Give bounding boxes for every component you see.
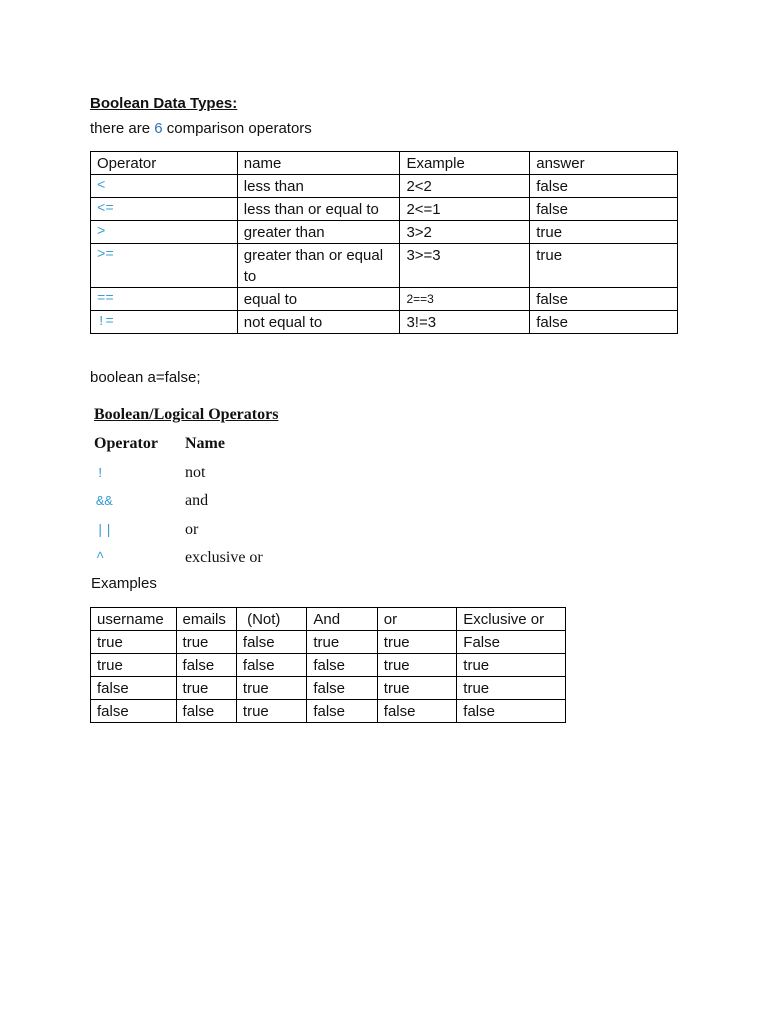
header-cell: Example [400, 152, 530, 175]
table-cell: false [236, 654, 306, 677]
table-cell: true [91, 631, 177, 654]
table-cell: false [307, 700, 377, 723]
example-cell: 3!=3 [400, 311, 530, 334]
logical-header-operator: Operator [94, 435, 158, 452]
table-cell: true [176, 677, 236, 700]
example-cell: 3>=3 [400, 244, 530, 288]
table-cell: true [377, 631, 457, 654]
table-row [91, 198, 678, 221]
name-cell: equal to [237, 288, 400, 311]
table-cell: False [457, 631, 566, 654]
examples-truth-table [90, 607, 566, 723]
table-row [91, 631, 566, 654]
example-cell: 2==3 [400, 288, 530, 311]
header-cell: And [307, 608, 377, 631]
comparison-operators-table [90, 151, 678, 334]
logical-operator-name: not [185, 464, 206, 481]
examples-label: Examples [91, 575, 157, 592]
table-cell: false [457, 700, 566, 723]
operator-cell: < [91, 175, 238, 198]
table-row [91, 654, 566, 677]
name-cell: less than or equal to [237, 198, 400, 221]
section-heading: Boolean Data Types: [90, 95, 238, 112]
operator-cell: <= [91, 198, 238, 221]
header-cell: username [91, 608, 177, 631]
header-cell: emails [176, 608, 236, 631]
table-row [91, 677, 566, 700]
table-cell: true [91, 654, 177, 677]
name-cell: less than [237, 175, 400, 198]
header-cell: Operator [91, 152, 238, 175]
answer-cell: true [530, 221, 678, 244]
answer-cell: true [530, 244, 678, 288]
operator-cell: >= [91, 244, 238, 288]
header-cell: Exclusive or [457, 608, 566, 631]
intro-text [90, 120, 312, 137]
table-cell: true [457, 654, 566, 677]
table-row [91, 700, 566, 723]
answer-cell: false [530, 311, 678, 334]
operator-cell: > [91, 221, 238, 244]
table-cell: false [377, 700, 457, 723]
answer-cell: false [530, 175, 678, 198]
table-cell: true [236, 700, 306, 723]
table-cell: true [176, 631, 236, 654]
table-row [91, 311, 678, 334]
table-cell: false [307, 654, 377, 677]
table-row [91, 175, 678, 198]
table-cell: true [236, 677, 306, 700]
logical-operator-name: or [185, 521, 199, 538]
boolean-declaration: boolean a=false; [90, 369, 201, 386]
operator-cell: == [91, 288, 238, 311]
logical-header-name: Name [185, 435, 225, 452]
header-cell: (Not) [236, 608, 306, 631]
header-cell: name [237, 152, 400, 175]
table-row [91, 288, 678, 311]
logical-operator-symbol: || [96, 523, 113, 539]
logical-operator-symbol: && [96, 494, 113, 510]
example-cell: 2<=1 [400, 198, 530, 221]
example-cell: 2<2 [400, 175, 530, 198]
intro-count: 6 [154, 120, 163, 137]
answer-cell: false [530, 198, 678, 221]
table-cell: true [457, 677, 566, 700]
table-cell: true [307, 631, 377, 654]
name-cell: greater than or equal to [237, 244, 400, 288]
name-cell: greater than [237, 221, 400, 244]
intro-after: comparison operators [162, 120, 312, 137]
logical-operator-symbol: ! [96, 466, 105, 482]
table-row [91, 221, 678, 244]
table-cell: false [307, 677, 377, 700]
header-cell: or [377, 608, 457, 631]
header-cell: answer [530, 152, 678, 175]
intro-before: there are [90, 120, 155, 137]
logical-operators-title: Boolean/Logical Operators [94, 406, 279, 423]
logical-operator-name: and [185, 492, 209, 509]
operator-cell: != [91, 311, 238, 334]
table-cell: false [236, 631, 306, 654]
table-cell: false [91, 700, 177, 723]
table-header-row [91, 608, 566, 631]
table-cell: true [377, 654, 457, 677]
table-cell: true [377, 677, 457, 700]
name-cell: not equal to [237, 311, 400, 334]
table-header-row [91, 152, 678, 175]
table-cell: false [176, 700, 236, 723]
answer-cell: false [530, 288, 678, 311]
logical-operator-symbol: ^ [96, 550, 105, 566]
table-cell: false [91, 677, 177, 700]
logical-operator-name: exclusive or [185, 549, 263, 566]
table-cell: false [176, 654, 236, 677]
example-cell: 3>2 [400, 221, 530, 244]
table-row [91, 244, 678, 288]
